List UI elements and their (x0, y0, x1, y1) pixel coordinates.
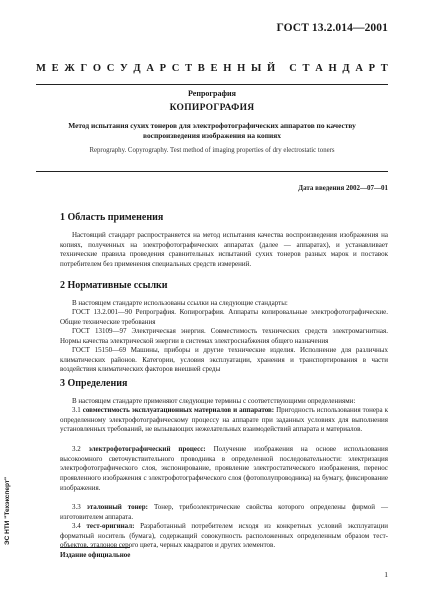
definition-3-2 (60, 445, 388, 494)
section-2-intro: В настоящем стандарте использованы ссылки на следующие стандарты: (72, 299, 288, 307)
interstate-letter: Е (51, 63, 59, 74)
section-1-heading: 1 Область применения (60, 212, 164, 223)
section-3-intro: В настоящем стандарте применяют следующие термины с соответствующими определениями: (72, 397, 356, 405)
definition-3-2-term: электрофотографический процесс: (88, 445, 206, 453)
interstate-letter: С (289, 63, 297, 74)
interstate-letter: О (92, 63, 101, 74)
interstate-letter: Г (80, 63, 88, 74)
interstate-letter: Й (267, 63, 276, 74)
definition-3-3-term: эталонный тонер: (86, 503, 148, 511)
interstate-letter: Р (159, 63, 167, 74)
section-2-heading: 2 Нормативные ссылки (60, 280, 168, 291)
interstate-letter: Е (210, 63, 218, 74)
interstate-letter: Т (185, 63, 193, 74)
definition-3-1-number: 3.1 (72, 406, 81, 414)
reference-gost-13109: ГОСТ 13109—97 Электрическая энергия. Совместимость технических средств электромагнитная. Нормы качества электрической энергии в системах электроснабжения общего назначения (60, 327, 388, 345)
interstate-letter: А (315, 63, 323, 74)
interstate-letter: М (36, 63, 46, 74)
interstate-letter: Т (380, 63, 388, 74)
definition-3-4-term: тест-оригинал: (86, 522, 135, 530)
interstate-letter: Ж (64, 63, 75, 74)
interstate-letter: У (120, 63, 128, 74)
definition-3-1 (60, 406, 388, 435)
interstate-letter: Ы (250, 63, 262, 74)
interstate-letter (281, 63, 284, 74)
english-title: Reprography. Copyrography. Test method of imaging properties of dry electrostatic toners (89, 147, 335, 154)
interstate-letter: Д (133, 63, 141, 74)
method-title-line-1: Метод испытания сухих тонеров для электрофотографических аппаратов по качеству (68, 121, 356, 130)
document-title: КОПИРОГРАФИЯ (169, 103, 255, 113)
page-number: 1 (384, 570, 388, 579)
definition-3-4-number: 3.4 (72, 522, 81, 530)
definition-3-3-number: 3.3 (72, 503, 81, 511)
title-rule (36, 171, 388, 172)
interstate-letter: В (197, 63, 205, 74)
reference-gost-15150: ГОСТ 15150—69 Машины, приборы и другие технические изделия. Исполнение для различных климатических районов. Категории, условия эксплуатации, хранения и транспортирования в части воздействия климатических факторов внешней среды (60, 346, 388, 374)
interstate-letter: Т (302, 63, 310, 74)
method-title-line-2: воспроизведения изображения на копиях (143, 131, 281, 140)
interstate-letter: Н (237, 63, 246, 74)
interstate-letter: Р (368, 63, 376, 74)
section-1-paragraph: Настоящий стандарт распространяется на метод испытания качества воспроизведения изображения на копиях, полученных на электрофотографических аппаратах (далее — аппаратах), и устанавливает технические правила проведения сравнительных испытаний сухих тонеров разных марок и поставок потребителем без применения специальных средств измерений. (60, 231, 388, 269)
subtitle: Репрография (188, 89, 236, 98)
section-3-heading: 3 Определения (60, 378, 128, 389)
footer-rule (60, 547, 130, 548)
interstate-letter: Н (328, 63, 337, 74)
introduction-date: Дата введения 2002—07—01 (298, 184, 388, 192)
side-stamp: ЭС НТИ "Техэксперт" (4, 476, 11, 545)
definition-3-1-term: совместимость эксплуатационных материалов и аппаратов: (82, 406, 275, 414)
interstate-letter: Н (223, 63, 232, 74)
interstate-letter: Д (342, 63, 350, 74)
definition-3-2-number: 3.2 (72, 445, 81, 453)
interstate-letter: С (171, 63, 180, 74)
interstate-standard-heading (36, 63, 388, 74)
definition-3-3-text: Тонер, трибоэлектрические свойства которого определены фирмой — изготовителем аппарата. (60, 503, 389, 521)
header-rule (36, 84, 388, 85)
interstate-letter: А (146, 63, 154, 74)
definition-3-1-text: Пригодность использования тонера к определенному электрофотографическому процессу на аппарате при заданных условиях для выполнения установленных требований, не вызывающих нежелательных взаимодействий аппарата и материалов. (60, 406, 388, 434)
official-edition-label: Издание официальное (60, 551, 131, 559)
definition-3-2-text: Получение изображения на основе использования высокоомного светочувствительного проводника в определенной последовательности: электризация электрофотографического слоя, экспонирование, проявление электростатического изображения, перенос проявленного изображения с электрофотографического слоя (фотополупроводника) на бумагу, фиксирование изображения. (60, 445, 388, 492)
gost-number: ГОСТ 13.2.014—2001 (276, 22, 388, 34)
method-title (36, 121, 388, 141)
definition-3-4-text: Разработанный потребителем исходя из конкретных условий эксплуатации форматный носитель (бумага), содержащий совокупность расположенных определенным образом тест-объектов, эталонов серого цвета, черных квадратов и других элементов. (60, 522, 388, 550)
reference-gost-13-2-001: ГОСТ 13.2.001—90 Репрография. Копирография. Аппараты копировальные электрофотографические. Общие технические требования (60, 308, 388, 326)
definition-3-3 (60, 503, 388, 522)
interstate-letter: А (355, 63, 363, 74)
interstate-letter: С (106, 63, 115, 74)
